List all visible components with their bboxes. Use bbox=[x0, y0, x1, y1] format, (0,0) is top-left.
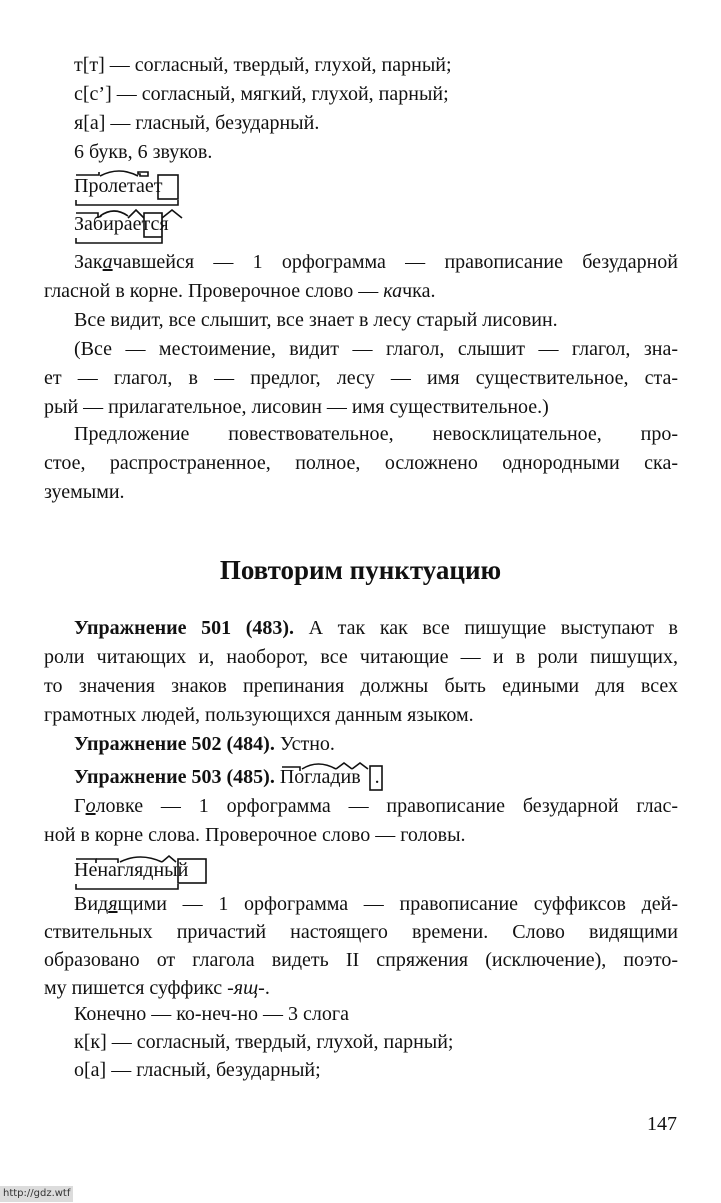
morpheme-parse-nenaglyadnyy bbox=[74, 856, 188, 884]
parts-of-speech-line-1: (Все — местоимение, видит — глагол, слышит — глагол, зна- bbox=[74, 338, 678, 360]
prefix-mark-1 bbox=[76, 859, 96, 863]
root-arc bbox=[120, 857, 162, 862]
page-number: 147 bbox=[647, 1113, 677, 1135]
morpheme-marks bbox=[74, 856, 214, 892]
prefix-mark bbox=[76, 172, 99, 175]
watermark-link[interactable]: http://gdz.wtf bbox=[0, 1186, 73, 1202]
root-arc bbox=[100, 211, 128, 216]
suffix-mark bbox=[128, 210, 144, 218]
morpheme-word: Ненаглядный bbox=[74, 859, 189, 881]
stem-mark bbox=[76, 238, 162, 243]
sentence-type-line-2: стое, распространенное, полное, осложнено однородными ска- bbox=[44, 452, 678, 474]
exercise-502: Упражнение 502 (484). Устно. bbox=[74, 733, 335, 755]
ending-box bbox=[178, 859, 206, 883]
orthogram-zakachavsheysya: Закачавшейся — 1 орфограмма — правописание безударной bbox=[74, 251, 678, 273]
orthogram-vidyashchimi-line-2: ствительных причастий настоящего времени. Слово видящими bbox=[44, 921, 678, 943]
orthogram-golovke-line-2: ной в корне слова. Проверочное слово — головы. bbox=[44, 824, 466, 846]
exercise-501-line-2: роли читающих и, наоборот, все читающие — и в роли пишущих, bbox=[44, 646, 678, 668]
exercise-501-line-1: Упражнение 501 (483). А так как все пишущие выступают в bbox=[74, 617, 678, 639]
morpheme-parse-zabiraetsya bbox=[74, 210, 169, 238]
phonetic-line-o: о[а] — гласный, безударный; bbox=[74, 1059, 321, 1081]
suffix-mark-2 bbox=[352, 763, 368, 769]
morpheme-marks bbox=[74, 172, 184, 208]
sentence-type-line-3: зуемыми. bbox=[44, 481, 125, 503]
orthogram-vidyashchimi: Видящими — 1 орфограмма — правописание суффиксов дей- bbox=[74, 893, 678, 915]
section-title: Повторим пунктуацию bbox=[219, 555, 502, 585]
exercise-503: Упражнение 503 (485). Погладив . bbox=[74, 763, 678, 791]
syllables-line: Конечно — ко-неч-но — 3 слога bbox=[74, 1003, 349, 1025]
exercise-501-line-4: грамотных людей, пользующихся данным языком. bbox=[44, 704, 474, 726]
letter-sound-count: 6 букв, 6 звуков. bbox=[74, 141, 213, 163]
orthogram-vidyashchimi-line-3: образовано от глагола видеть II спряжения (исключение), поэто- bbox=[44, 949, 678, 971]
stem-mark bbox=[76, 200, 178, 205]
phonetic-line-t: т[т] — согласный, твердый, глухой, парный; bbox=[74, 54, 452, 76]
phonetic-line-s: с[с’] — согласный, мягкий, глухой, парный; bbox=[74, 83, 449, 105]
morpheme-marks bbox=[280, 763, 380, 793]
suffix-mark bbox=[336, 763, 352, 769]
morpheme-marks bbox=[74, 210, 194, 246]
ending-box bbox=[370, 766, 382, 790]
exercise-501-line-3: то значения знаков препинания должны быть едиными для всех bbox=[44, 675, 678, 697]
parts-of-speech-line-3: рый — прилагательное, лисовин — имя существительное.) bbox=[44, 396, 549, 418]
morpheme-parse-pogladiv: Погладив bbox=[280, 763, 361, 791]
example-sentence: Все видит, все слышит, все знает в лесу старый лисовин. bbox=[74, 309, 558, 331]
prefix-mark-2 bbox=[96, 859, 118, 863]
parts-of-speech-line-2: ет — глагол, в — предлог, лесу — имя существительное, ста- bbox=[44, 367, 678, 389]
phonetic-line-k: к[к] — согласный, твердый, глухой, парный; bbox=[74, 1031, 454, 1053]
ending-box bbox=[144, 213, 162, 237]
phonetic-line-ya: я[а] — гласный, безударный. bbox=[74, 112, 320, 134]
orthogram-golovke: Головке — 1 орфограмма — правописание безударной глас- bbox=[74, 795, 678, 817]
suffix-mark bbox=[162, 856, 176, 862]
morpheme-word: Забирается bbox=[74, 213, 169, 235]
orthogram-vidyashchimi-line-4: му пишется суффикс -ящ-. bbox=[44, 977, 270, 999]
root-arc bbox=[302, 764, 336, 769]
check-word-line: гласной в корне. Проверочное слово — качка. bbox=[44, 280, 436, 302]
ending-box bbox=[158, 175, 178, 199]
suffix-mark bbox=[138, 172, 148, 176]
morpheme-word: Пролетает bbox=[74, 175, 163, 197]
stem-mark bbox=[76, 884, 178, 889]
sentence-type-line-1: Предложение повествовательное, невосклицательное, про- bbox=[74, 423, 678, 445]
postfix-mark bbox=[162, 210, 182, 218]
prefix-mark bbox=[282, 767, 300, 771]
morpheme-parse-proletaet bbox=[74, 172, 163, 200]
prefix-mark bbox=[76, 213, 98, 218]
root-arc bbox=[100, 171, 138, 176]
